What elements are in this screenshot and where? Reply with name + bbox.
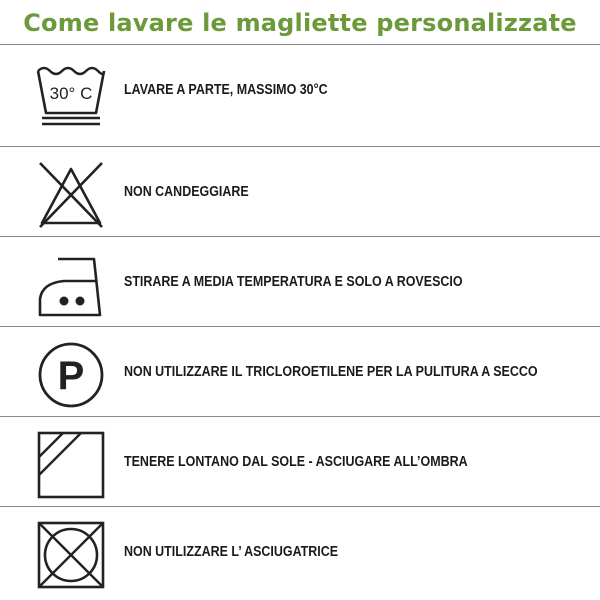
iron-medium-icon bbox=[34, 249, 108, 319]
wash-temperature-text: 30° C bbox=[49, 84, 93, 103]
care-label-bleach: NON CANDEGGIARE bbox=[124, 184, 249, 200]
care-label-iron: STIRARE A MEDIA TEMPERATURA E SOLO A ROVESCIO bbox=[124, 274, 463, 290]
care-row-iron bbox=[0, 236, 600, 326]
iron-dot bbox=[60, 297, 69, 306]
iron-dot bbox=[76, 297, 85, 306]
care-row-bleach bbox=[0, 146, 600, 236]
care-row-wash bbox=[0, 44, 600, 134]
no-tumble-dry-icon bbox=[34, 519, 108, 589]
care-label-dryclean: NON UTILIZZARE IL TRICLOROETILENE PER LA PULITURA A SECCO bbox=[124, 364, 538, 380]
care-row-tumble bbox=[0, 506, 600, 596]
dry-in-shade-icon bbox=[34, 429, 108, 499]
care-label-shade: TENERE LONTANO DAL SOLE - ASCIUGARE ALL’OMBRA bbox=[124, 454, 468, 470]
care-label-wash: LAVARE A PARTE, MASSIMO 30°C bbox=[124, 82, 328, 98]
dry-clean-letter: P bbox=[57, 354, 85, 398]
care-row-shade bbox=[0, 416, 600, 506]
page-title: Come lavare le magliette personalizzate bbox=[23, 9, 577, 37]
care-label-tumble: NON UTILIZZARE L’ ASCIUGATRICE bbox=[124, 544, 339, 560]
no-bleach-icon bbox=[34, 159, 108, 229]
wash-30-icon bbox=[34, 57, 108, 127]
care-row-dryclean bbox=[0, 326, 600, 416]
dry-clean-p-icon bbox=[34, 339, 108, 409]
